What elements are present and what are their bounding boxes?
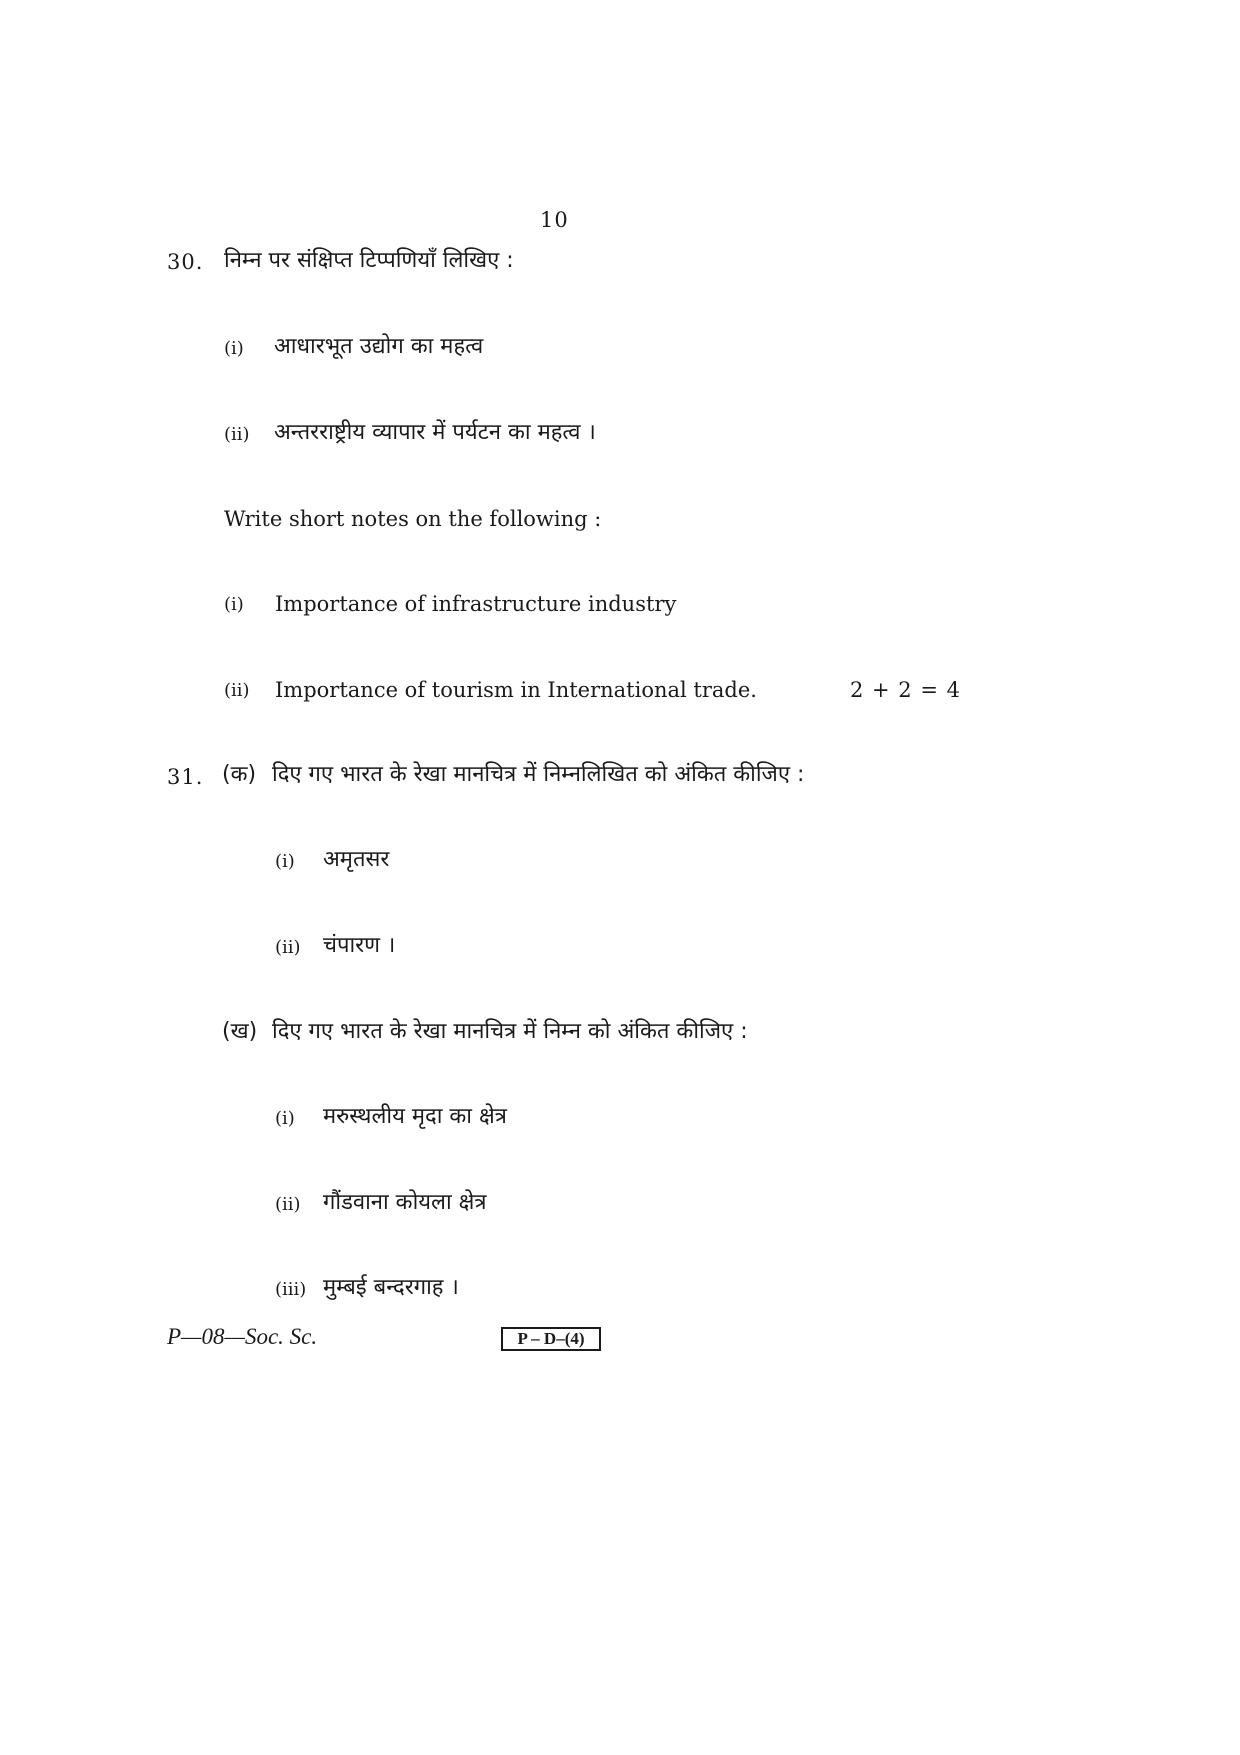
set-code-box: P – D–(4) — [501, 1327, 601, 1351]
item-text-hindi: अमृतसर — [323, 847, 390, 872]
question-prompt-english: Write short notes on the following : — [224, 507, 602, 531]
item-label: (i) — [275, 851, 295, 872]
question-prompt-hindi: निम्न पर संक्षिप्त टिप्पणियाँ लिखिए : — [224, 248, 514, 273]
item-text-hindi: मुम्बई बन्दरगाह । — [323, 1275, 459, 1300]
item-label: (iii) — [275, 1279, 307, 1300]
item-text-hindi: आधारभूत उद्योग का महत्व — [274, 334, 484, 359]
marks: 2 + 2 = 4 — [850, 678, 961, 702]
item-label: (ii) — [224, 680, 250, 701]
part-a-prompt: दिए गए भारत के रेखा मानचित्र में निम्नलिखित को अंकित कीजिए : — [272, 762, 805, 787]
question-number: 31. — [167, 765, 204, 789]
paper-code: P—08—Soc. Sc. — [167, 1324, 318, 1349]
item-text-english: Importance of tourism in International trade. — [275, 678, 757, 702]
item-text-english: Importance of infrastructure industry — [275, 592, 677, 616]
part-b-prompt: दिए गए भारत के रेखा मानचित्र में निम्न को अंकित कीजिए : — [272, 1019, 748, 1044]
item-text-hindi: मरुस्थलीय मृदा का क्षेत्र — [323, 1104, 507, 1129]
item-text-hindi: चंपारण । — [323, 933, 396, 958]
item-label: (ii) — [275, 1194, 301, 1215]
question-number: 30. — [167, 250, 204, 274]
page-number: 10 — [540, 208, 569, 232]
part-label: (क) — [222, 762, 257, 787]
item-text-hindi: गौंडवाना कोयला क्षेत्र — [323, 1190, 487, 1215]
item-text-hindi: अन्तरराष्ट्रीय व्यापार में पर्यटन का महत्व । — [274, 420, 596, 445]
item-label: (i) — [224, 594, 244, 615]
item-label: (i) — [275, 1108, 295, 1129]
part-label: (ख) — [222, 1019, 258, 1044]
item-label: (i) — [224, 338, 244, 359]
item-label: (ii) — [224, 424, 250, 445]
item-label: (ii) — [275, 937, 301, 958]
